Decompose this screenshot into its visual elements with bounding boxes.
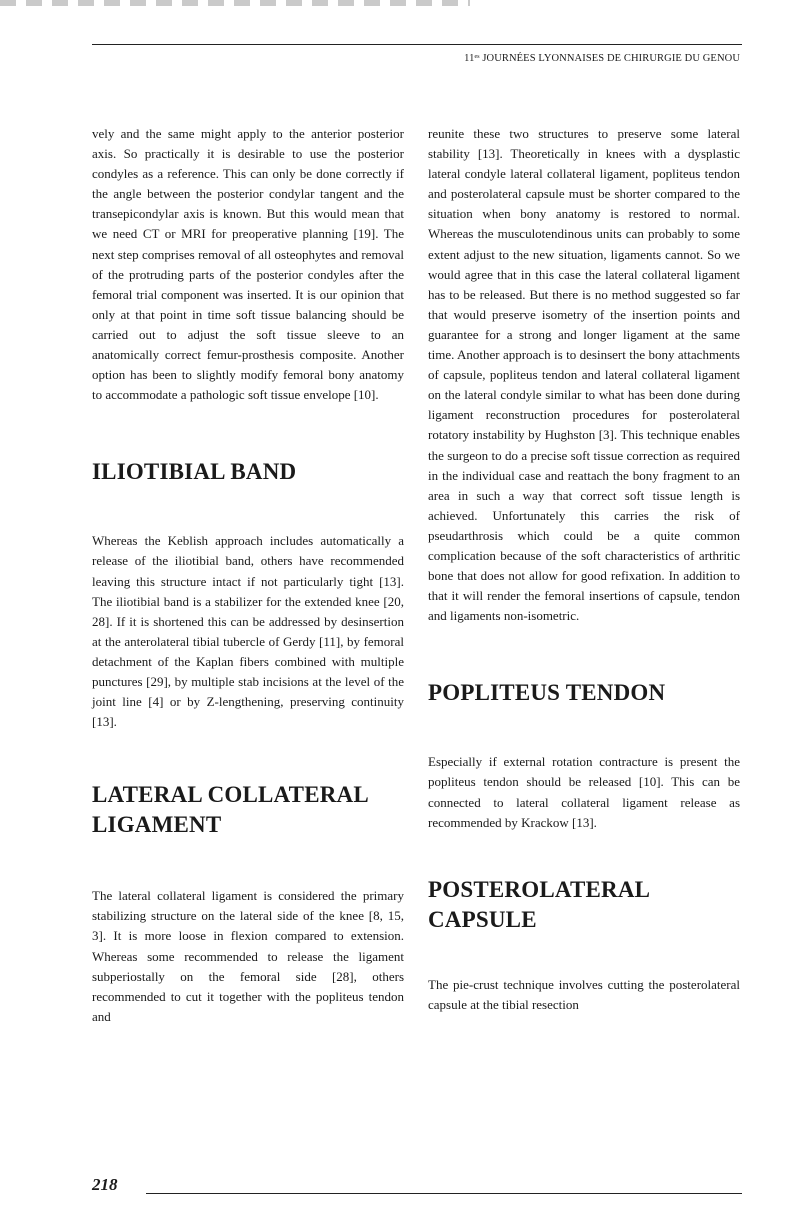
paragraph: The pie-crust technique involves cutting the posterolateral capsule at the tibial resection bbox=[428, 976, 740, 1012]
header-rule bbox=[92, 44, 742, 45]
left-column bbox=[92, 124, 404, 1027]
footer-rule bbox=[146, 1193, 742, 1194]
paragraph: The lateral collateral ligament is considered the primary stabilizing structure on the lateral side of the knee [8, 15, 3]. It is more loose in flexion compared to extension. Whereas some recommended to release the ligament subperiostally on the femoral side [28], others recommended to cut it together with the popliteus tendon and bbox=[92, 888, 404, 1024]
section-heading: LATERAL COLLATERAL LIGAMENT bbox=[92, 782, 368, 838]
section-heading: POPLITEUS TENDON bbox=[428, 680, 666, 706]
section-heading: POSTEROLATERAL CAPSULE bbox=[428, 876, 649, 932]
running-head: 11ᵉˢ JOURNÉES LYONNAISES DE CHIRURGIE DU GENOU bbox=[464, 53, 740, 64]
paragraph: vely and the same might apply to the anterior posterior axis. So practically it is desirable to use the posterior condyles as a reference. This can only be done correctly if the angle between the posterior condylar tangent and the transepicondylar axis is known. But this would mean that we need CT or MRI for preoperative planning [19]. The next step comprises removal of all osteophytes and removal of the protruding parts of the posterior condyles after the femoral trial component was inserted. It is our opinion that only at that point in time soft tissue balancing should be carried out to adjust the soft tissue sleeve to an anatomically correct femur-prosthesis composite. Another option has been to slightly modify femoral bony anatomy to accommodate a pathologic soft tissue envelope [10]. bbox=[92, 126, 404, 403]
page-number: 218 bbox=[92, 1175, 118, 1194]
section-heading: ILIOTIBIAL BAND bbox=[92, 459, 297, 485]
paragraph: Whereas the Keblish approach includes automatically a release of the iliotibial band, others have recommended leaving this structure intact if not particularly tight [13]. The iliotibial band is a stabilizer for the extended knee [20, 28]. If it is shortened this can be addressed by desinsertion at the anterolateral tibial tubercle of Gerdy [11], by femoral detachment of the Kaplan fibers combined with multiple punctures [29], by multiple stab incisions at the level of the joint line [4] or by Z-lengthening, preserving continuity [13]. bbox=[92, 533, 404, 730]
right-column bbox=[428, 124, 740, 1015]
top-edge-artifact bbox=[0, 0, 470, 6]
paragraph: reunite these two structures to preserve some lateral stability [13]. Theoretically in knees with a dysplastic lateral condyle lateral collateral ligament, popliteus tendon and posterolateral capsule must be shorter compared to the situation when bony anatomy is restored to normal. Whereas the musculotendinous units can probably to some extent adjust to the new situation, ligaments cannot. So we would agree that in this case the lateral collateral ligament has to be released. But there is no method suggested so far that would preserve isometry of the insertion points and guarantee for a strong and longer ligament at the same time. Another approach is to desinsert the bony attachments of capsule, popliteus tendon and lateral collateral ligament on the lateral condyle similar to what has been done during ligament reconstruction procedures for posterolateral rotatory instability by Hughston [3]. This technique enables the surgeon to do a precise soft tissue correction as required in the individual case and reattach the bony fragment to an area in such a way that correct soft tissue length is achieved. Unfortunately this carries the risk of pseudarthrosis which could be a quite common complication because of the soft characteristics of arthritic bone that does not allow for good refixation. In addition to that it will render the femoral insertions of capsule, tendon and ligaments non-isometric. bbox=[428, 126, 740, 624]
paragraph: Especially if external rotation contracture is present the popliteus tendon should be released [10]. This can be connected to lateral collateral ligament release as recommended by Krackow [13]. bbox=[428, 754, 740, 830]
